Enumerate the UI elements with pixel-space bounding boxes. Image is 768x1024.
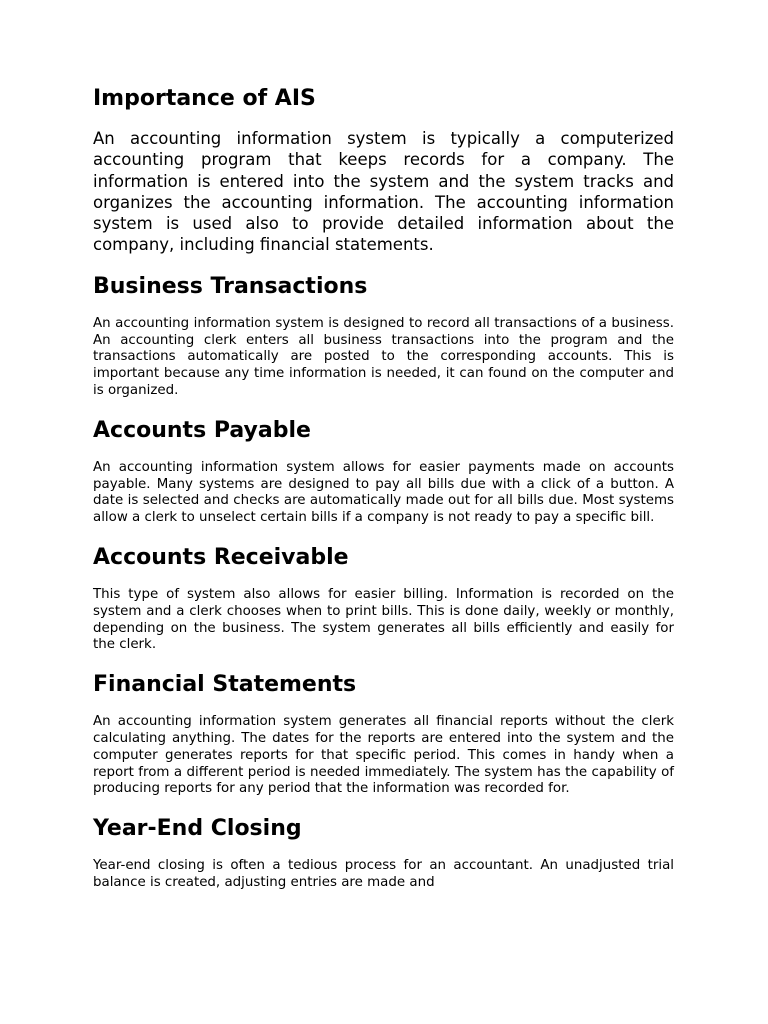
paragraph-business-transactions: An accounting information system is designed to record all transactions of a business. An accounting clerk enters all business transactions into the program and the transactions automatically are posted to the corresponding accounts. This is important because any time information is needed, it can found on the computer and is organized. (93, 315, 674, 398)
heading-financial-statements: Financial Statements (93, 672, 357, 698)
paragraph-year-end-closing: Year-end closing is often a tedious process for an accountant. An unadjusted trial balance is created, adjusting entries are made and (93, 858, 674, 890)
heading-accounts-receivable: Accounts Receivable (93, 544, 349, 570)
heading-business-transactions: Business Transactions (93, 273, 368, 299)
paragraph-accounts-payable: An accounting information system allows for easier payments made on accounts payable. Many systems are designed to pay all bills due with a click of a button. A date is selected and checks are automatically made out for all bills due. Most systems allow a clerk to unselect certain bills if a company is not ready to pay a specific bill. (93, 459, 674, 526)
document-body (93, 84, 674, 908)
paragraph-importance-of-ais: An accounting information system is typically a computerized accounting program that keeps records for a company. The information is entered into the system and the system tracks and organizes the accounting information. The accounting information system is used also to provide detailed information about the company, including financial statements. (93, 129, 674, 255)
heading-accounts-payable: Accounts Payable (93, 417, 311, 443)
paragraph-accounts-receivable: This type of system also allows for easier billing. Information is recorded on the system and a clerk chooses when to print bills. This is done daily, weekly or monthly, depending on the business. The system generates all bills efficiently and easily for the clerk. (93, 586, 674, 653)
heading-year-end-closing: Year-End Closing (93, 816, 302, 842)
heading-importance-of-ais: Importance of AIS (93, 86, 316, 111)
paragraph-financial-statements: An accounting information system generates all financial reports without the clerk calculating anything. The dates for the reports are entered into the system and the computer generates reports for that specific period. This comes in handy when a report from a different period is needed immediately. The system has the capability of producing reports for any period that the information was recorded for. (93, 714, 674, 797)
